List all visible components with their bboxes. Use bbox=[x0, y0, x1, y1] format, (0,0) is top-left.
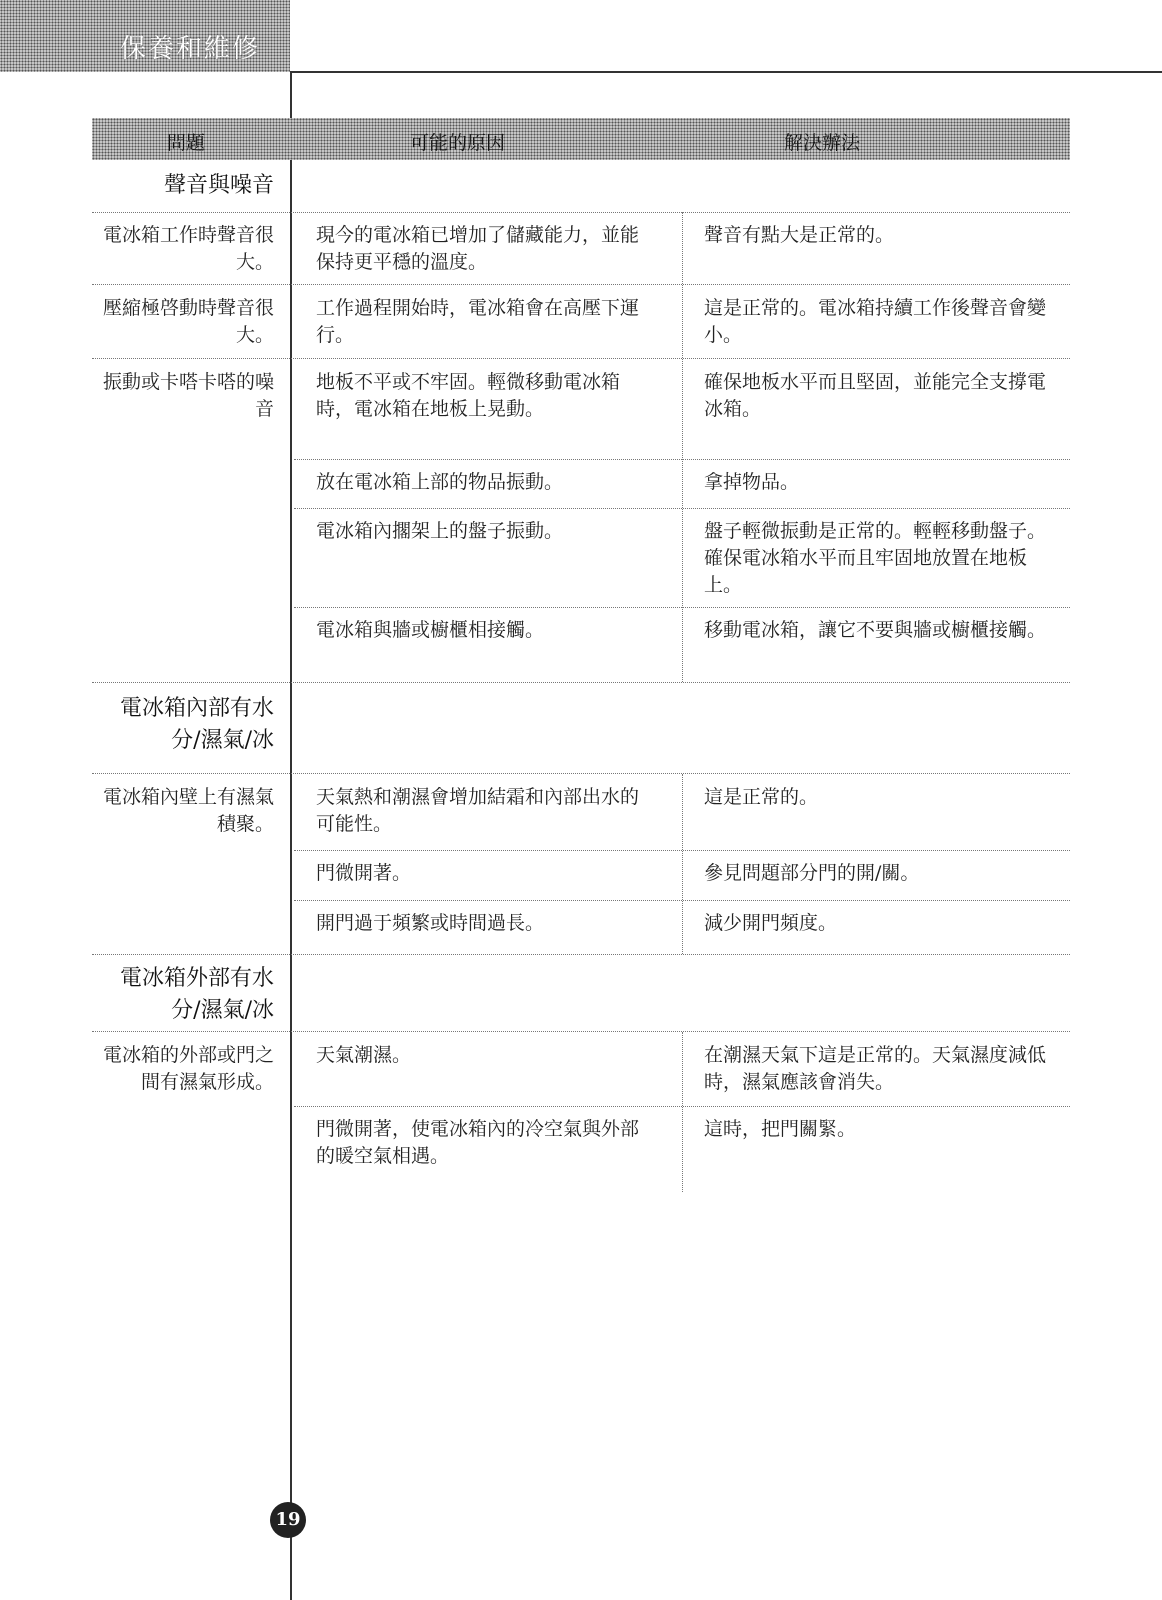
solution-cell: 移動電冰箱，讓它不要與牆或櫥櫃接觸。 bbox=[704, 619, 1047, 641]
problem-cell: 電冰箱工作時聲音很大。 bbox=[102, 224, 274, 273]
cause-cell: 開門過于頻繁或時間過長。 bbox=[316, 912, 545, 934]
solution-cell: 這是正常的。電冰箱持續工作後聲音會變小。 bbox=[704, 297, 1047, 346]
solution-cell: 聲音有點大是正常的。 bbox=[704, 224, 895, 246]
problem-cell: 電冰箱的外部或門之間有濕氣形成。 bbox=[102, 1044, 274, 1093]
solution-cell: 這時，把門關緊。 bbox=[704, 1118, 857, 1140]
column-divider bbox=[682, 774, 683, 954]
cause-cell: 地板不平或不牢固。輕微移動電冰箱時，電冰箱在地板上晃動。 bbox=[316, 371, 621, 420]
cause-cell: 門微開著，使電冰箱內的冷空氣與外部的暖空氣相遇。 bbox=[316, 1118, 640, 1167]
table-column-header bbox=[92, 118, 1070, 160]
problem-cell: 壓縮極啓動時聲音很大。 bbox=[102, 297, 274, 346]
cause-cell: 電冰箱內擱架上的盤子振動。 bbox=[316, 520, 564, 542]
solution-cell: 確保地板水平而且堅固，並能完全支撐電冰箱。 bbox=[704, 371, 1047, 420]
column-header-cause: 可能的原因 bbox=[410, 132, 506, 154]
section-title: 電冰箱內部有水分/濕氣/冰 bbox=[119, 696, 274, 753]
cause-cell: 門微開著。 bbox=[316, 862, 412, 884]
section-row bbox=[92, 162, 1070, 213]
header-rule bbox=[290, 71, 1162, 73]
column-divider bbox=[682, 359, 683, 682]
cause-cell: 現今的電冰箱已增加了儲藏能力，並能保持更平穩的溫度。 bbox=[316, 224, 640, 273]
solution-cell: 盤子輕微振動是正常的。輕輕移動盤子。確保電冰箱水平而且牢固地放置在地板上。 bbox=[704, 520, 1047, 596]
table-row bbox=[92, 285, 1070, 359]
page-header-title: 保養和維修 bbox=[120, 34, 261, 64]
solution-cell: 參見問題部分門的開/關。 bbox=[704, 862, 920, 884]
cause-cell: 電冰箱與牆或櫥櫃相接觸。 bbox=[316, 619, 545, 641]
solution-cell: 這是正常的。 bbox=[704, 786, 819, 808]
column-header-problem: 問題 bbox=[167, 132, 206, 154]
table-row-group bbox=[92, 774, 1070, 955]
table-row-group bbox=[92, 359, 1070, 683]
solution-cell: 減少開門頻度。 bbox=[704, 912, 838, 934]
table-row bbox=[92, 212, 1070, 285]
column-header-solution: 解決辦法 bbox=[784, 132, 861, 154]
cause-cell: 放在電冰箱上部的物品振動。 bbox=[316, 471, 564, 493]
column-divider bbox=[682, 285, 683, 358]
solution-cell: 在潮濕天氣下這是正常的。天氣濕度減低時，濕氣應該會消失。 bbox=[704, 1044, 1047, 1093]
section-title: 聲音與噪音 bbox=[163, 173, 274, 198]
header-band bbox=[0, 0, 290, 72]
column-divider bbox=[682, 212, 683, 284]
problem-cell: 振動或卡嗒卡嗒的噪音 bbox=[102, 371, 274, 420]
section-row bbox=[92, 955, 1070, 1032]
problem-cell: 電冰箱內壁上有濕氣積聚。 bbox=[102, 786, 274, 835]
section-title: 電冰箱外部有水分/濕氣/冰 bbox=[119, 966, 274, 1023]
solution-cell: 拿掉物品。 bbox=[704, 471, 800, 493]
section-row bbox=[92, 683, 1070, 774]
table-row-group bbox=[92, 1032, 1070, 1192]
page-number: 19 bbox=[270, 1502, 306, 1538]
cause-cell: 工作過程開始時，電冰箱會在高壓下運行。 bbox=[316, 297, 640, 346]
column-divider bbox=[682, 1032, 683, 1192]
cause-cell: 天氣熱和潮濕會增加結霜和內部出水的可能性。 bbox=[316, 786, 640, 835]
cause-cell: 天氣潮濕。 bbox=[316, 1044, 412, 1066]
